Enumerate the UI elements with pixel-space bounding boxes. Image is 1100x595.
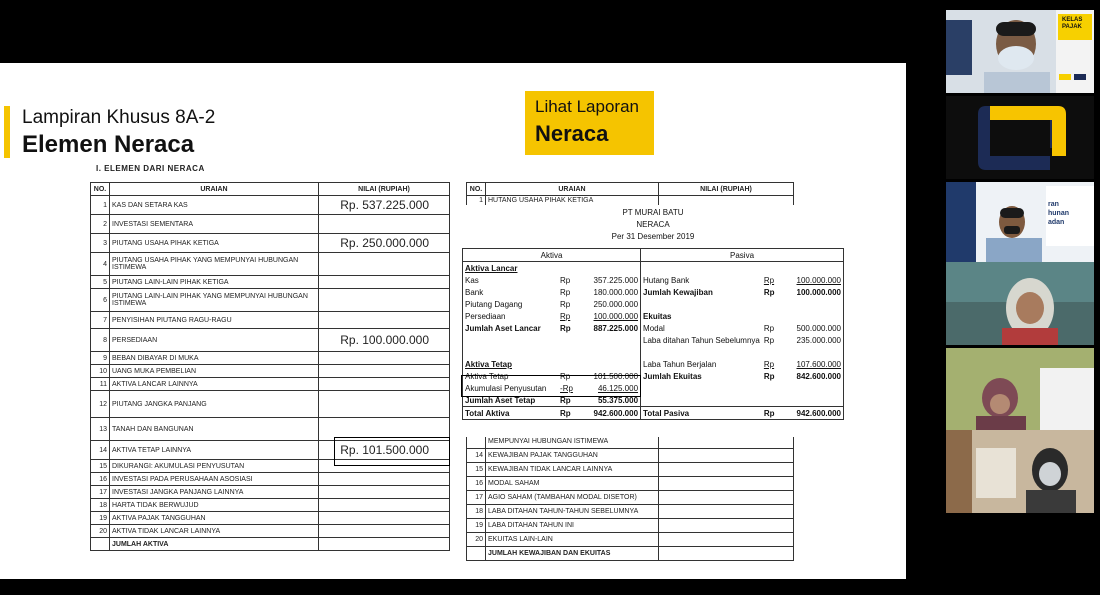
total-pasiva-label: Total Pasiva [641,407,762,420]
col-header-uraian: URAIAN [110,183,319,196]
callout-box [525,91,654,155]
pasiva-amount [782,382,844,394]
row-number: 9 [91,352,110,365]
table-row-label: HUTANG USAHA PIHAK KETIGA [486,196,659,206]
row-label: AKTIVA TETAP LAINNYA [110,441,319,460]
kelas-pajak-label: KELAS PAJAK [1062,17,1083,30]
col-header-uraian: URAIAN [486,183,659,196]
row-value [319,512,450,525]
neraca-row [463,322,844,334]
row-value: Rp. 100.000.000 [319,329,450,352]
row-label: PERSEDIAAN [110,329,319,352]
row-value [319,312,450,329]
row-label: PIUTANG LAIN-LAIN PIHAK YANG MEMPUNYAI HUBUNGAN ISTIMEWA [110,289,319,312]
aktiva-rp: -Rp [560,383,573,393]
pasiva-label [641,382,762,394]
pasiva-rp: Rp [763,371,775,381]
row-number: 16 [467,477,486,491]
row-number: 10 [91,365,110,378]
row-label: EKUITAS LAIN-LAIN [486,533,659,547]
aktiva-amount: 55.375.000 [579,394,640,407]
aktiva-amount: 357.225.000 [579,274,640,286]
pasiva-rp [762,394,782,407]
row-label: JUMLAH KEWAJIBAN DAN EKUITAS [486,547,659,561]
aktiva-amount: 250.000.000 [579,298,640,310]
row-number: 15 [467,463,486,477]
aktiva-label: Piutang Dagang [463,298,559,310]
pasiva-rp [762,310,782,322]
table-row [91,196,450,215]
pasiva-rp: Rp [763,335,775,345]
pasiva-rp [762,298,782,310]
pasiva-label: Ekuitas [641,310,762,322]
pasiva-amount: 235.000.000 [782,334,844,346]
participant-6-image [946,430,1094,513]
aktiva-amount: 180.000.000 [579,286,640,298]
aktiva-rp [558,334,579,346]
callout-line1: Lihat Laporan [535,97,639,116]
aktiva-amount: 46.125.000 [579,382,640,394]
row-label: HARTA TIDAK BERWUJUD [110,499,319,512]
row-number: 1 [91,196,110,215]
row-value [319,215,450,234]
row-value [319,378,450,391]
table-row [467,449,794,463]
aktiva-label: Aktiva Tetap [463,370,559,382]
table-row [91,253,450,276]
pasiva-label [641,394,762,407]
pasiva-label: Hutang Bank [641,274,762,286]
row-value [319,365,450,378]
total-aktiva-label: Total Aktiva [463,407,559,420]
aktiva-amount [579,358,640,370]
pasiva-amount [782,346,844,358]
row-number: 11 [91,378,110,391]
table-row [467,547,794,561]
row-value [319,276,450,289]
row-number: 18 [467,505,486,519]
neraca-row [463,334,844,346]
pasiva-header: Pasiva [641,249,844,262]
pasiva-label [641,298,762,310]
aktiva-label: Jumlah Aset Lancar [463,322,559,334]
neraca-row [463,286,844,298]
total-aktiva-rp: Rp [558,407,579,420]
neraca-row [463,358,844,370]
row-label: PENYISIHAN PIUTANG RAGU-RAGU [110,312,319,329]
aktiva-amount [579,346,640,358]
pasiva-label: Jumlah Ekuitas [641,370,762,382]
table-row [91,525,450,538]
pasiva-amount [782,298,844,310]
pasiva-label: Modal [641,322,762,334]
aktiva-header: Aktiva [463,249,641,262]
aktiva-amount: 100.000.000 [579,310,640,322]
row-value: Rp. 537.225.000 [319,196,450,215]
table-row [91,512,450,525]
row-number: 7 [91,312,110,329]
row-number: 2 [91,215,110,234]
row-label: AKTIVA LANCAR LAINNYA [110,378,319,391]
col-header-nilai: NILAI (RUPIAH) [319,183,450,196]
pasiva-label [641,346,762,358]
aktiva-rp: Rp [560,323,571,333]
total-pasiva-rp: Rp [762,407,782,420]
participant-4-image [946,262,1094,345]
row-number [91,538,110,551]
table-row [467,533,794,547]
section-heading: I. ELEMEN DARI NERACA [96,164,205,173]
aktiva-label: Kas [463,274,559,286]
row-label: AKTIVA PAJAK TANGGUHAN [110,512,319,525]
col-header-nilai: NILAI (RUPIAH) [659,183,794,196]
table-row [91,538,450,551]
row-label: MODAL SAHAM [486,477,659,491]
row-number: 6 [91,289,110,312]
highlight-box-aktiva-tetap [334,437,450,466]
row-number: 20 [91,525,110,538]
table-row [91,276,450,289]
pasiva-rp: Rp [763,287,775,297]
row-number: 4 [91,253,110,276]
row-label: INVESTASI PADA PERUSAHAAN ASOSIASI [110,473,319,486]
aktiva-label: Jumlah Aset Tetap [463,394,559,407]
aktiva-rp: Rp [560,371,571,381]
table-row [91,352,450,365]
row-value [319,391,450,418]
aktiva-rp: Rp [560,287,571,297]
row-label: INVESTASI JANGKA PANJANG LAINNYA [110,486,319,499]
neraca-row [463,298,844,310]
row-label: PIUTANG JANGKA PANJANG [110,391,319,418]
pasiva-label [641,262,762,275]
col-header-no: NO. [467,183,486,196]
table-row [91,234,450,253]
row-number: 12 [91,391,110,418]
row-number: 13 [91,418,110,441]
pasiva-label: Jumlah Kewajiban [641,286,762,298]
neraca-row [463,346,844,358]
neraca-company: PT MURAI BATU [622,208,684,217]
participant-video-5[interactable] [946,348,1094,431]
aktiva-label: Persediaan [463,310,559,322]
row-label: BEBAN DIBAYAR DI MUKA [110,352,319,365]
row-number: 14 [91,441,110,460]
row-number: 20 [467,533,486,547]
aktiva-rp: Rp [560,275,571,285]
pasiva-rp [762,262,782,275]
participant-5-image [946,348,1094,431]
neraca-row [463,274,844,286]
row-label: KEWAJIBAN PAJAK TANGGUHAN [486,449,659,463]
table-row [91,365,450,378]
row-number: 18 [91,499,110,512]
row-number: 14 [467,449,486,463]
row-label: PIUTANG USAHA PIHAK KETIGA [110,234,319,253]
participant-3-image [946,182,1094,265]
aktiva-label: Aktiva Lancar [463,262,559,275]
row-label: LABA DITAHAN TAHUN INI [486,519,659,533]
row-number [467,547,486,561]
row-value: Rp. 101.500.000 [319,441,450,460]
neraca-row [463,262,844,275]
aktiva-amount: 887.225.000 [579,322,640,334]
row-label: AKTIVA TIDAK LANCAR LAINNYA [110,525,319,538]
left-elements-table [90,182,450,551]
aktiva-label [463,334,559,346]
pasiva-amount [782,310,844,322]
participant-video-2[interactable] [946,96,1094,179]
aktiva-amount [579,262,640,275]
row-label: AGIO SAHAM (TAMBAHAN MODAL DISETOR) [486,491,659,505]
aktiva-label [463,346,559,358]
neraca-date: Per 31 Desember 2019 [611,232,695,241]
total-pasiva-value: 942.600.000 [782,407,844,420]
row-number: 3 [91,234,110,253]
row-number: 5 [91,276,110,289]
row-value [319,289,450,312]
table-row [91,473,450,486]
table-row [91,499,450,512]
row-label: LABA DITAHAN TAHUN-TAHUN SEBELUMNYA [486,505,659,519]
row-number: 16 [91,473,110,486]
row-value [319,499,450,512]
table-row [91,391,450,418]
row-value [319,486,450,499]
row-value [319,253,450,276]
pasiva-rp [762,346,782,358]
pasiva-rp: Rp [763,275,775,285]
row-label: INVESTASI SEMENTARA [110,215,319,234]
banner-text: ran hunan adan [1048,201,1069,226]
row-label: PIUTANG USAHA PIHAK YANG MEMPUNYAI HUBUNGAN ISTIMEWA [110,253,319,276]
aktiva-label: Akumulasi Penyusutan [463,382,559,394]
neraca-title: NERACA [636,220,670,229]
row-number: 19 [91,512,110,525]
pasiva-amount: 842.600.000 [782,370,844,382]
row-value [319,538,450,551]
row-number: 15 [91,460,110,473]
pasiva-amount: 500.000.000 [782,322,844,334]
row-number: 19 [467,519,486,533]
row-label: JUMLAH AKTIVA [110,538,319,551]
slide-title: Elemen Neraca [22,131,195,158]
row-value: Rp. 250.000.000 [319,234,450,253]
neraca-report [458,205,848,437]
presentation-slide [0,63,906,579]
pasiva-rp: Rp [763,323,775,333]
aktiva-amount: 101.500.000 [579,370,640,382]
row-number: 17 [91,486,110,499]
row-label: TANAH DAN BANGUNAN [110,418,319,441]
row-label: DIKURANGI: AKUMULASI PENYUSUTAN [110,460,319,473]
table-row [91,289,450,312]
table-row [91,486,450,499]
table-row [467,519,794,533]
callout-line2: Neraca [535,121,609,146]
neraca-row [463,310,844,322]
aktiva-rp [558,262,579,275]
table-row [467,477,794,491]
aktiva-rp [558,346,579,358]
row-label: KAS DAN SETARA KAS [110,196,319,215]
row-number: 17 [467,491,486,505]
row-value [319,525,450,538]
pasiva-rp [762,382,782,394]
aktiva-label: Aktiva Tetap [463,358,559,370]
aktiva-rp: Rp [560,311,571,321]
aktiva-rp: Rp [560,299,571,309]
participant-2-avatar [946,96,1094,179]
aktiva-rp: Rp [560,395,571,405]
pasiva-label: Laba ditahan Tahun Sebelumnya [641,334,762,346]
participant-video-3[interactable] [946,182,1094,265]
pasiva-label: Laba Tahun Berjalan [641,358,762,370]
pasiva-amount: 100.000.000 [782,286,844,298]
row-number: 8 [91,329,110,352]
pasiva-amount [782,262,844,275]
slide-subtitle: Lampiran Khusus 8A-2 [22,107,216,128]
highlight-box-aktiva-tetap-neraca [461,375,641,397]
table-row-no: 1 [467,196,486,206]
row-label: MEMPUNYAI HUBUNGAN ISTIMEWA [486,435,659,449]
table-row [467,463,794,477]
pasiva-amount: 107.600.000 [782,358,844,370]
table-row [91,312,450,329]
table-row [467,505,794,519]
pasiva-amount [782,394,844,407]
row-label: KEWAJIBAN TIDAK LANCAR LAINNYA [486,463,659,477]
pasiva-rp: Rp [763,359,775,369]
col-header-no: NO. [91,183,110,196]
aktiva-rp [558,358,579,370]
row-label: UANG MUKA PEMBELIAN [110,365,319,378]
row-label: PIUTANG LAIN-LAIN PIHAK KETIGA [110,276,319,289]
neraca-total-row [463,407,844,420]
total-aktiva-value: 942.600.000 [579,407,640,420]
table-row [91,215,450,234]
participant-video-1[interactable] [946,10,1094,93]
pasiva-amount: 100.000.000 [782,274,844,286]
aktiva-amount [579,334,640,346]
row-value [319,473,450,486]
aktiva-label: Bank [463,286,559,298]
table-row [467,491,794,505]
row-value [319,352,450,365]
table-row [91,329,450,352]
title-accent-bar [4,106,10,158]
participant-video-6[interactable] [946,430,1094,513]
table-row [91,378,450,391]
participant-video-4[interactable] [946,262,1094,345]
